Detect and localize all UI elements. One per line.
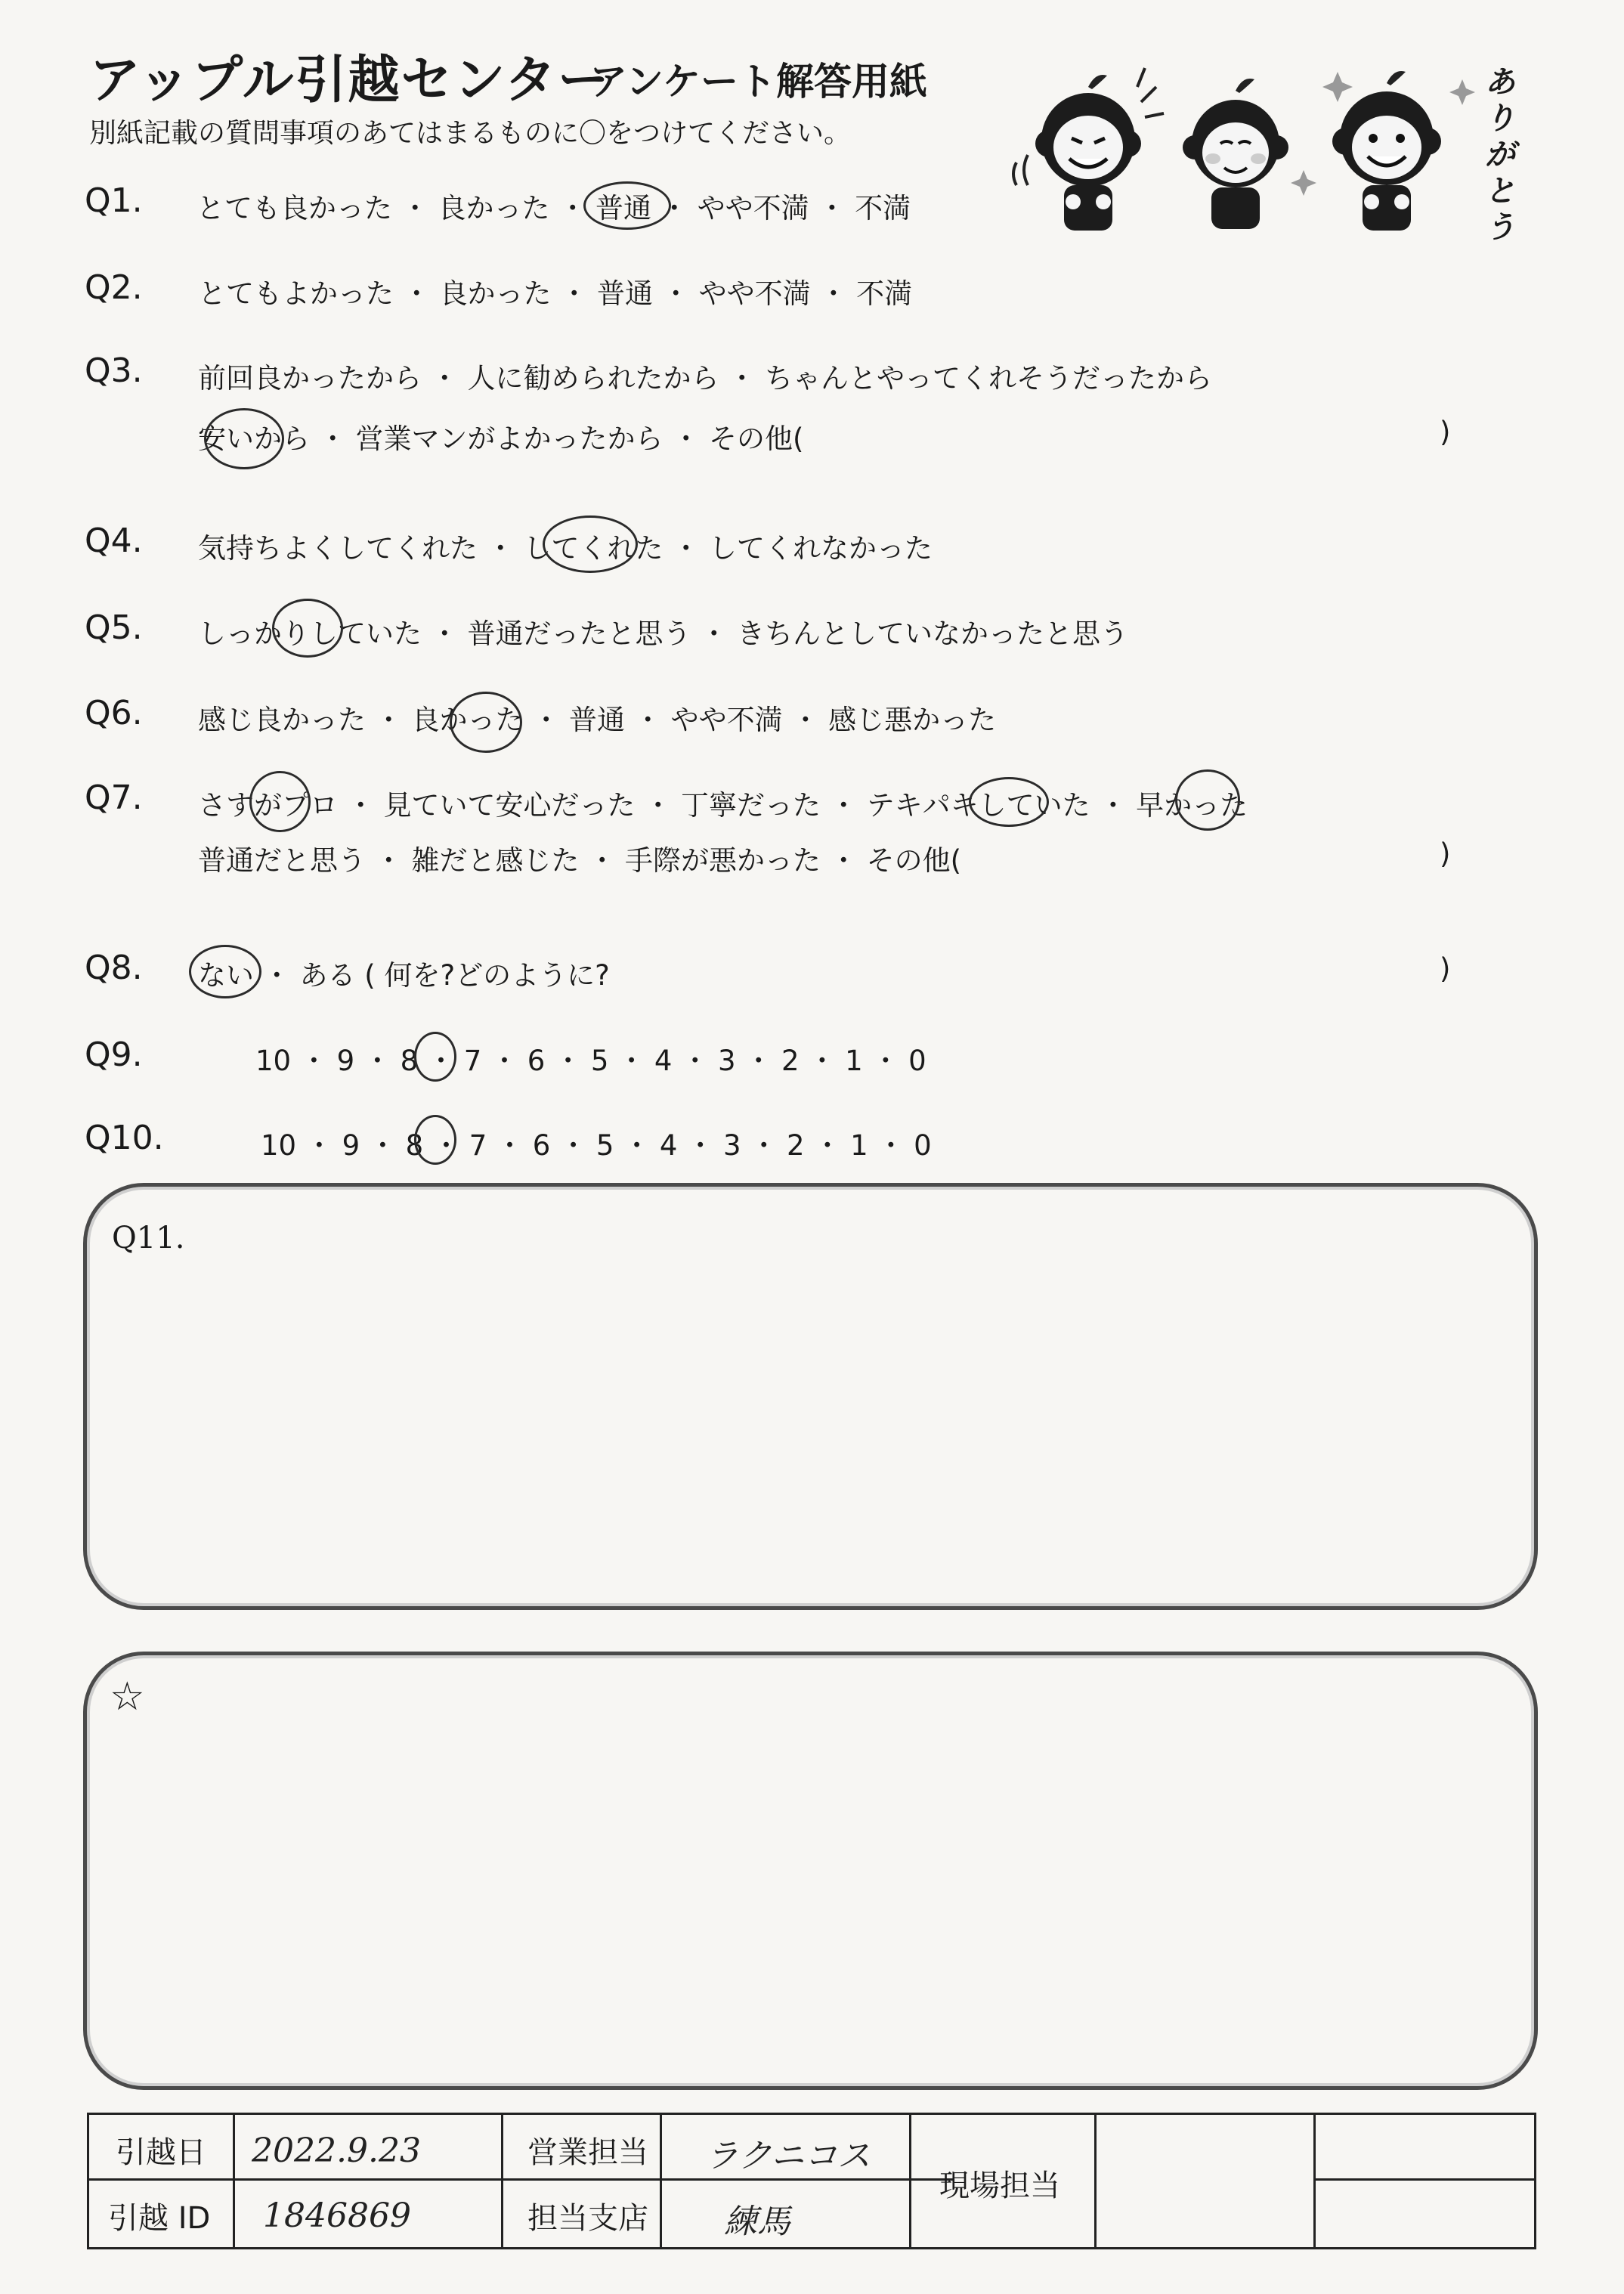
monkey-icon <box>1035 75 1141 231</box>
q1-number: Q1. <box>85 181 143 220</box>
branch-value[interactable]: 練馬 <box>724 2203 790 2241</box>
move-date-value[interactable]: 2022.9.23 <box>252 2131 421 2170</box>
q9-scale[interactable]: 10 ・ 9 ・ 8 ・ 7 ・ 6 ・ 5 ・ 4 ・ 3 ・ 2 ・ 1 ・ 0 <box>255 1045 926 1077</box>
selection-circle <box>450 692 522 753</box>
q8-options[interactable]: ない ・ ある ( 何を?どのように? <box>198 959 610 992</box>
selection-circle <box>272 599 343 658</box>
selection-circle <box>414 1032 456 1082</box>
q8-close-paren: ) <box>1440 952 1451 985</box>
selection-circle <box>189 945 261 998</box>
form-title: アンケート解答用紙 <box>589 60 927 104</box>
q7-options-line2[interactable]: 普通だと思う ・ 雑だと感じた ・ 手際が悪かった ・ その他( <box>198 844 962 877</box>
selection-circle <box>414 1115 456 1165</box>
sales-rep-value[interactable]: ラクニコス <box>705 2137 871 2175</box>
selection-circle <box>249 771 311 832</box>
footer-table <box>87 2113 1536 2249</box>
selection-circle <box>1175 769 1240 831</box>
instructions: 別紙記載の質問事項のあてはまるものに〇をつけてください。 <box>89 118 852 149</box>
q2-number: Q2. <box>85 268 143 307</box>
selection-circle <box>204 408 284 469</box>
mascot-caption: ありがとう <box>1485 65 1515 245</box>
q7-number: Q7. <box>85 779 143 817</box>
selection-circle <box>969 777 1049 827</box>
q3-close-paren: ) <box>1440 416 1451 448</box>
q2-options[interactable]: とてもよかった ・ 良かった ・ 普通 ・ やや不満 ・ 不満 <box>198 277 913 310</box>
q4-options[interactable]: 気持ちよくしてくれた ・ してくれた ・ してくれなかった <box>198 532 933 565</box>
q10-scale[interactable]: 10 ・ 9 ・ 8 ・ 7 ・ 6 ・ 5 ・ 4 ・ 3 ・ 2 ・ 1 ・ 0 <box>261 1129 932 1162</box>
move-id-label: 引越 ID <box>108 2201 211 2236</box>
move-date-label: 引越日 <box>116 2135 206 2170</box>
move-id-value[interactable]: 1846869 <box>263 2196 411 2235</box>
q3-options-line2[interactable]: 安いから ・ 営業マンがよかったから ・ その他( <box>198 423 804 455</box>
q6-number: Q6. <box>85 694 143 732</box>
q4-number: Q4. <box>85 522 143 560</box>
q6-options[interactable]: 感じ良かった ・ 良かった ・ 普通 ・ やや不満 ・ 感じ悪かった <box>198 704 997 736</box>
mascot-illustration <box>998 42 1527 253</box>
q7-close-paren: ) <box>1440 837 1451 870</box>
q1-options[interactable]: とても良かった ・ 良かった ・ 普通 ・ やや不満 ・ 不満 <box>196 192 911 224</box>
q11-comment-box[interactable] <box>83 1183 1538 1610</box>
selection-circle <box>543 515 638 573</box>
branch-label: 担当支店 <box>527 2201 648 2236</box>
q7-options-line1[interactable]: さすがプロ ・ 見ていて安心だった ・ 丁寧だった ・ テキパキしていた ・ 早かった <box>198 789 1248 822</box>
monkey-icon <box>1183 79 1288 229</box>
q11-label: Q11. <box>112 1221 185 1255</box>
q10-number: Q10. <box>85 1119 164 1157</box>
star-comment-box[interactable] <box>83 1652 1538 2090</box>
star-label: ☆ <box>110 1674 145 1720</box>
q5-options[interactable]: しっかりしていた ・ 普通だったと思う ・ きちんとしていなかったと思う <box>198 618 1129 650</box>
q9-number: Q9. <box>85 1036 143 1074</box>
selection-circle <box>583 181 671 230</box>
sales-rep-label: 営業担当 <box>527 2135 648 2170</box>
q3-number: Q3. <box>85 351 143 390</box>
monkey-icon <box>1332 71 1441 231</box>
q8-number: Q8. <box>85 949 143 987</box>
company-title: アップル引越センター <box>89 51 611 110</box>
site-staff-label: 現場担当 <box>939 2169 1060 2203</box>
q5-number: Q5. <box>85 608 143 647</box>
q3-options-line1[interactable]: 前回良かったから ・ 人に勧められたから ・ ちゃんとやってくれそうだったから <box>198 362 1213 395</box>
